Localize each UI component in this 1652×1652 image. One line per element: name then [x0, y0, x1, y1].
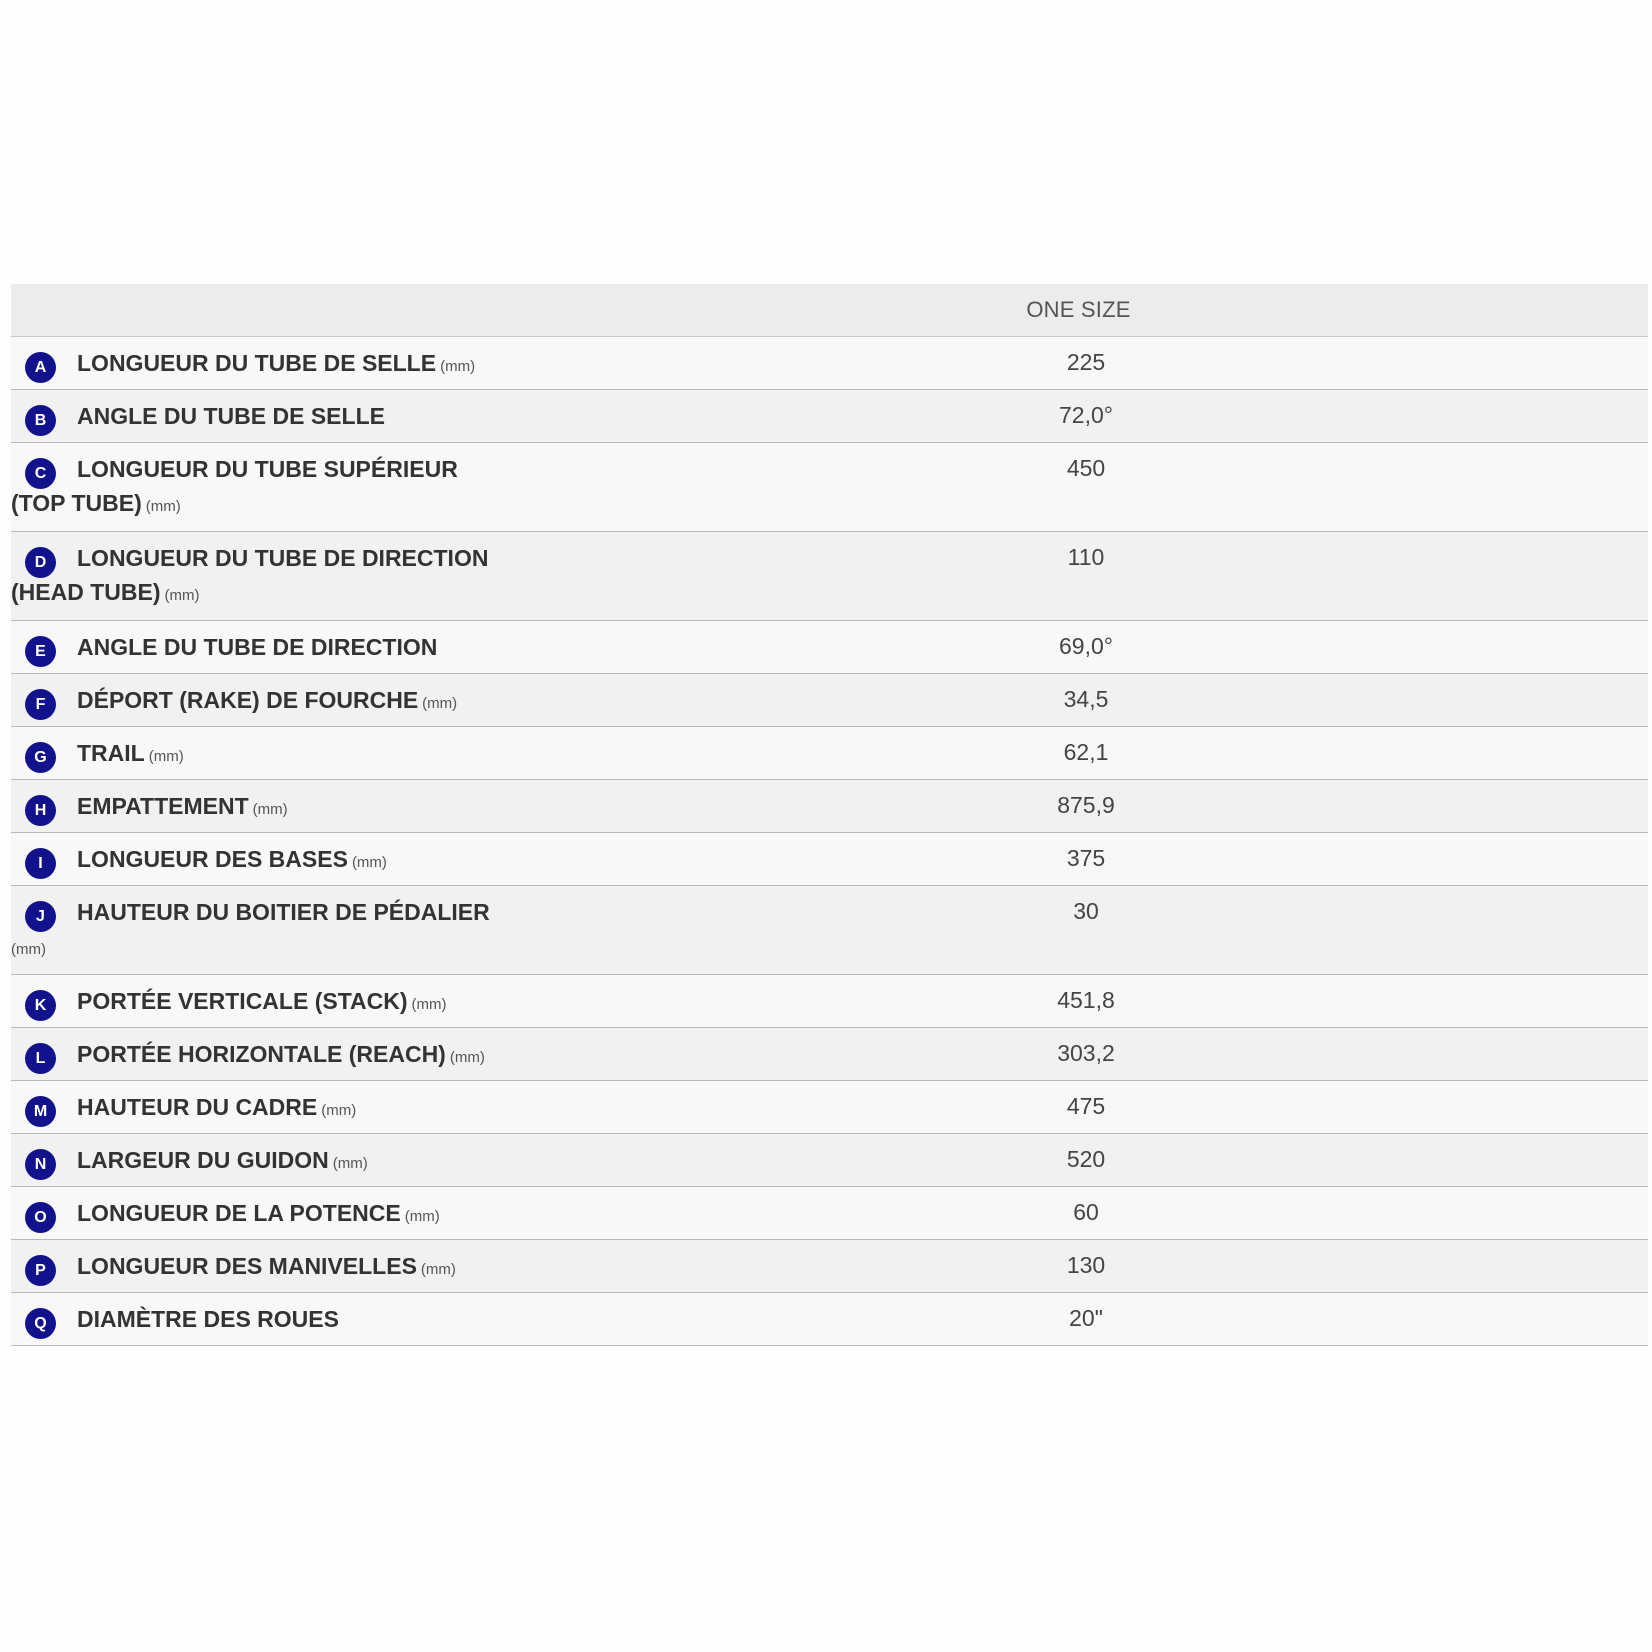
- unit-label: (mm): [148, 748, 184, 765]
- table-header: [11, 284, 1648, 337]
- table-row: [11, 532, 1648, 621]
- table-row: [11, 1081, 1648, 1134]
- row-label: [11, 788, 1011, 828]
- unit-label: (mm): [145, 498, 181, 515]
- letter-badge: B: [25, 405, 56, 436]
- row-label-text: PORTÉE VERTICALE (STACK): [77, 988, 408, 1014]
- letter-badge: J: [25, 901, 56, 932]
- row-label: [11, 1142, 1011, 1182]
- row-label: [11, 345, 1011, 385]
- row-label-cell: [11, 1240, 1011, 1288]
- row-value: 375: [1066, 845, 1106, 871]
- row-value: 451,8: [1057, 987, 1115, 1013]
- letter-badge: G: [25, 742, 56, 773]
- row-label-text: HAUTEUR DU CADRE: [77, 1094, 318, 1120]
- row-value: 34,5: [1063, 686, 1109, 712]
- row-label: [11, 841, 1011, 881]
- table-row: [11, 1187, 1648, 1240]
- row-value: 475: [1066, 1093, 1106, 1119]
- table-row: [11, 1293, 1648, 1346]
- row-label-cell: [11, 443, 1011, 525]
- row-label: [11, 1036, 1011, 1076]
- row-label: [11, 1301, 1011, 1337]
- row-value: 450: [1066, 455, 1106, 481]
- letter-badge: D: [25, 547, 56, 578]
- row-value: 875,9: [1057, 792, 1115, 818]
- table-row: [11, 1134, 1648, 1187]
- row-label: [11, 629, 1011, 665]
- letter-badge: A: [25, 352, 56, 383]
- row-label-text: LARGEUR DU GUIDON: [77, 1147, 329, 1173]
- letter-badge: C: [25, 458, 56, 489]
- letter-badge: L: [25, 1043, 56, 1074]
- row-label: [11, 983, 1011, 1023]
- row-label-text: EMPATTEMENT: [77, 793, 249, 819]
- row-label-text: LONGUEUR DES MANIVELLES: [77, 1253, 417, 1279]
- row-label-text: DIAMÈTRE DES ROUES: [77, 1306, 339, 1332]
- row-label-continued-text: (TOP TUBE): [11, 490, 142, 516]
- letter-badge: E: [25, 636, 56, 667]
- unit-label: (mm): [422, 695, 458, 712]
- row-label-cell: [11, 1081, 1011, 1129]
- geometry-table: [11, 284, 1648, 1346]
- row-label-text: LONGUEUR DES BASES: [77, 846, 348, 872]
- row-label-text: LONGUEUR DE LA POTENCE: [77, 1200, 401, 1226]
- row-label-text: ANGLE DU TUBE DE DIRECTION: [77, 634, 438, 660]
- table-row: [11, 975, 1648, 1028]
- row-value: 60: [1073, 1199, 1099, 1225]
- row-label-cell: [11, 1187, 1011, 1235]
- row-value: 20": [1069, 1305, 1103, 1331]
- table-row: [11, 727, 1648, 780]
- row-label-text: ANGLE DU TUBE DE SELLE: [77, 403, 385, 429]
- column-header-size: ONE SIZE: [1026, 297, 1131, 322]
- row-label-cell: [11, 390, 1011, 434]
- row-value: 225: [1066, 349, 1106, 375]
- unit-label: (mm): [404, 1208, 440, 1225]
- letter-badge: H: [25, 795, 56, 826]
- unit-label: (mm): [252, 801, 288, 818]
- row-label: [11, 735, 1011, 775]
- letter-badge: N: [25, 1149, 56, 1180]
- row-label-cell: [11, 886, 1011, 968]
- row-label-text: PORTÉE HORIZONTALE (REACH): [77, 1041, 446, 1067]
- table-row: [11, 1028, 1648, 1081]
- letter-badge: O: [25, 1202, 56, 1233]
- row-label-cell: [11, 337, 1011, 385]
- row-label: [11, 1195, 1011, 1235]
- row-label: [11, 1089, 1011, 1129]
- row-value: 303,2: [1057, 1040, 1115, 1066]
- unit-label: (mm): [332, 1155, 368, 1172]
- row-value: 520: [1066, 1146, 1106, 1172]
- table-row: [11, 390, 1648, 443]
- row-value: 110: [1067, 544, 1105, 570]
- row-label-text: TRAIL: [77, 740, 145, 766]
- row-label-cell: [11, 833, 1011, 881]
- letter-badge: Q: [25, 1308, 56, 1339]
- unit-label: (mm): [351, 854, 387, 871]
- row-label-cell: [11, 674, 1011, 722]
- row-label: HAUTEUR DU BOITIER DE PÉDALIER: [77, 899, 490, 925]
- letter-badge: M: [25, 1096, 56, 1127]
- row-value: 130: [1066, 1252, 1106, 1278]
- table-row: [11, 780, 1648, 833]
- row-label: LONGUEUR DU TUBE DE DIRECTION: [77, 545, 489, 571]
- unit-label: (mm): [449, 1049, 485, 1066]
- row-label-text: LONGUEUR DU TUBE DE SELLE: [77, 350, 437, 376]
- letter-badge: K: [25, 990, 56, 1021]
- row-label: LONGUEUR DU TUBE SUPÉRIEUR: [77, 456, 458, 482]
- row-label-cell: [11, 1293, 1011, 1337]
- unit-label: (mm): [164, 587, 200, 604]
- unit-label: (mm): [420, 1261, 456, 1278]
- row-label: [11, 398, 1011, 434]
- row-value: 69,0°: [1059, 633, 1113, 659]
- row-label-cell: [11, 532, 1011, 614]
- table-row: [11, 886, 1648, 975]
- row-value: 30: [1073, 898, 1099, 924]
- unit-label: (mm): [321, 1102, 357, 1119]
- table-row: [11, 621, 1648, 674]
- table-row: [11, 674, 1648, 727]
- row-label: [11, 1248, 1011, 1288]
- row-label-cell: [11, 1028, 1011, 1076]
- row-value: 62,1: [1063, 739, 1109, 765]
- row-label-continued: [11, 574, 1011, 614]
- row-label: [11, 682, 1011, 722]
- row-label-cell: [11, 975, 1011, 1023]
- row-label-cell: [11, 1134, 1011, 1182]
- row-value: 72,0°: [1059, 402, 1113, 428]
- letter-badge: F: [25, 689, 56, 720]
- row-label-cell: [11, 621, 1011, 665]
- table-row: [11, 337, 1648, 390]
- letter-badge: P: [25, 1255, 56, 1286]
- row-label-cell: [11, 727, 1011, 775]
- row-label-text: DÉPORT (RAKE) DE FOURCHE: [77, 687, 419, 713]
- row-label-continued: [11, 485, 1011, 525]
- table-row: [11, 833, 1648, 886]
- unit-label: (mm): [440, 358, 476, 375]
- unit-label: (mm): [11, 941, 46, 958]
- row-label-continued-text: (HEAD TUBE): [11, 579, 161, 605]
- row-label-cell: [11, 780, 1011, 828]
- table-row: [11, 443, 1648, 532]
- table-row: [11, 1240, 1648, 1293]
- row-label-continued: [11, 928, 1011, 968]
- letter-badge: I: [25, 848, 56, 879]
- unit-label: (mm): [411, 996, 447, 1013]
